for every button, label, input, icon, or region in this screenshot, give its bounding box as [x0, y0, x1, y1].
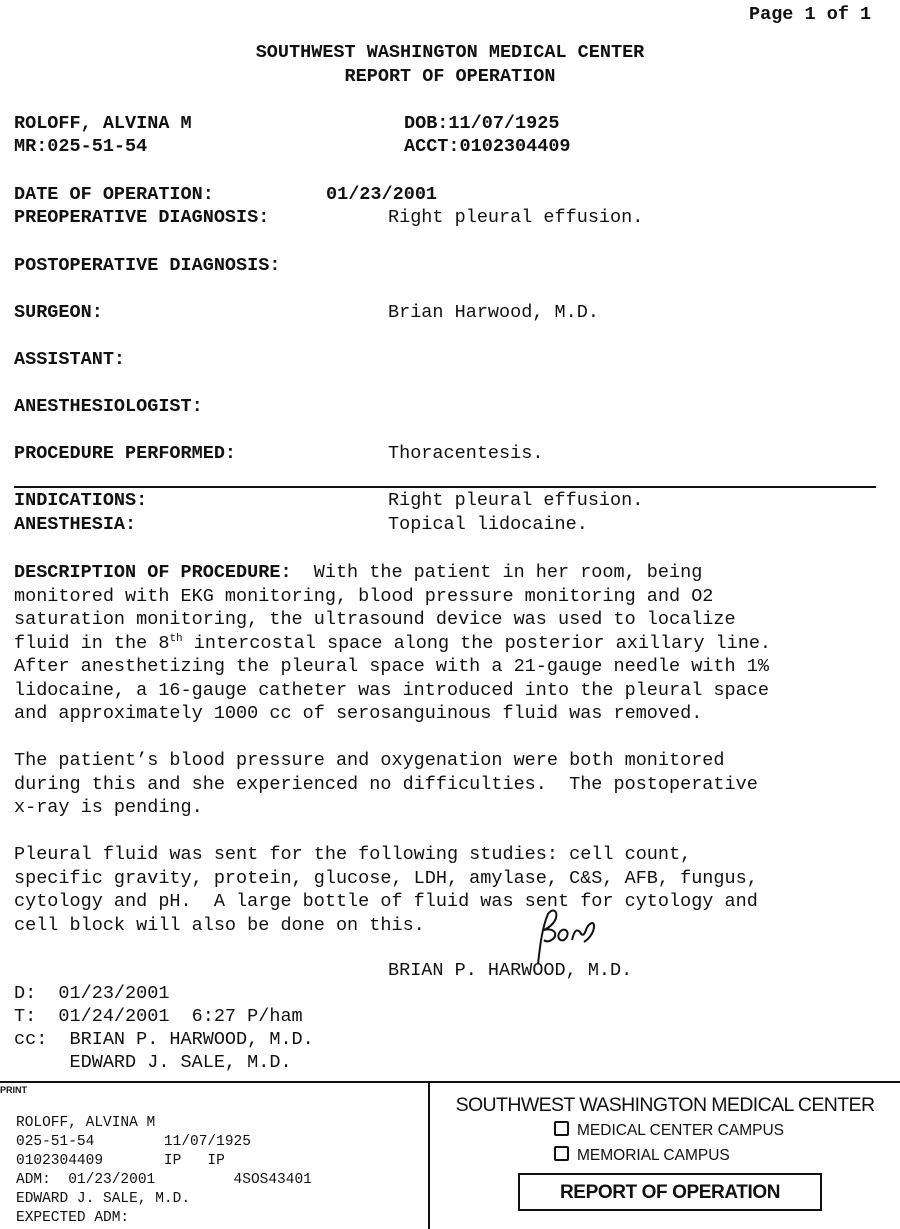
checkbox-icon [554, 1121, 569, 1136]
description-paragraph-3: Pleural fluid was sent for the following studies: cell count, specific gravity, protein, glucose, LDH, amylase, C&S, AFB, fungus, cytology and pH. A large bottle of fluid was sent for cytology and cell block will also be done on this. [14, 844, 758, 936]
patient-name: ROLOFF, ALVINA M [14, 113, 192, 134]
facility-name: SOUTHWEST WASHINGTON MEDICAL CENTER [255, 42, 645, 63]
checkbox-icon [554, 1146, 569, 1161]
assistant-label: ASSISTANT: [14, 349, 126, 370]
section-divider [14, 486, 876, 488]
procedure-performed-value: Thoracentesis. [388, 443, 544, 464]
cc-recipient-1: cc: BRIAN P. HARWOOD, M.D. [14, 1029, 314, 1050]
description-paragraph-1: DESCRIPTION OF PROCEDURE: With the patient in her room, being monitored with EKG monitoring, blood pressure monitoring and O2 saturation monitoring, the ultrasound device was used to localize fluid in the 8th intercostal space along the posterior axillary line. After anesthetizing the pleural space with a 21-gauge needle with 1% lidocaine, a 16-gauge catheter was introduced into the pleural space and approximately 1000 cc of serosanguinous fluid was removed. [14, 562, 772, 724]
report-type-title: REPORT OF OPERATION [559, 1182, 781, 1203]
description-paragraph-2: The patient’s blood pressure and oxygenation were both monitored during this and she experienced no difficulties. The postoperative x-ray is pending. [14, 750, 758, 818]
page-number: Page 1 of 1 [749, 4, 872, 25]
memorial-campus-option: MEMORIAL CAMPUS [554, 1146, 730, 1165]
account-number: ACCT:0102304409 [404, 136, 571, 157]
postoperative-diagnosis-label: POSTOPERATIVE DIAGNOSIS: [14, 255, 281, 276]
transcribed-date: T: 01/24/2001 6:27 P/ham [14, 1006, 303, 1027]
date-of-birth: DOB:11/07/1925 [404, 113, 560, 134]
indications-value: Right pleural effusion. [388, 490, 644, 511]
description-label: DESCRIPTION OF PROCEDURE: [14, 562, 292, 583]
date-of-operation-label: DATE OF OPERATION: [14, 184, 214, 205]
date-of-operation-value: 01/23/2001 [326, 184, 438, 205]
surgeon-signature-name: BRIAN P. HARWOOD, M.D. [388, 960, 633, 981]
report-type-box [518, 1173, 822, 1211]
medical-record-number: MR:025-51-54 [14, 136, 148, 157]
indications-label: INDICATIONS: [14, 490, 148, 511]
anesthesiologist-label: ANESTHESIOLOGIST: [14, 396, 203, 417]
procedure-performed-label: PROCEDURE PERFORMED: [14, 443, 237, 464]
patient-label-stub: ROLOFF, ALVINA M 025-51-54 11/07/1925 0102304409 IP IP ADM: 01/23/2001 4SOS43401 EDWARD J. SALE, M.D. EXPECTED ADM: [16, 1115, 312, 1226]
anesthesia-value: Topical lidocaine. [388, 514, 588, 535]
print-label: PRINT [0, 1085, 27, 1095]
dictated-date: D: 01/23/2001 [14, 983, 170, 1004]
report-title: REPORT OF OPERATION [344, 66, 556, 87]
surgeon-value: Brian Harwood, M.D. [388, 302, 599, 323]
surgeon-label: SURGEON: [14, 302, 103, 323]
preoperative-diagnosis-value: Right pleural effusion. [388, 207, 644, 228]
footer-divider [0, 1081, 900, 1083]
medical-center-campus-option: MEDICAL CENTER CAMPUS [554, 1121, 784, 1140]
cc-recipient-2: EDWARD J. SALE, M.D. [14, 1052, 292, 1073]
anesthesia-label: ANESTHESIA: [14, 514, 137, 535]
footer-facility-name: SOUTHWEST WASHINGTON MEDICAL CENTER [455, 1094, 875, 1116]
preoperative-diagnosis-label: PREOPERATIVE DIAGNOSIS: [14, 207, 270, 228]
